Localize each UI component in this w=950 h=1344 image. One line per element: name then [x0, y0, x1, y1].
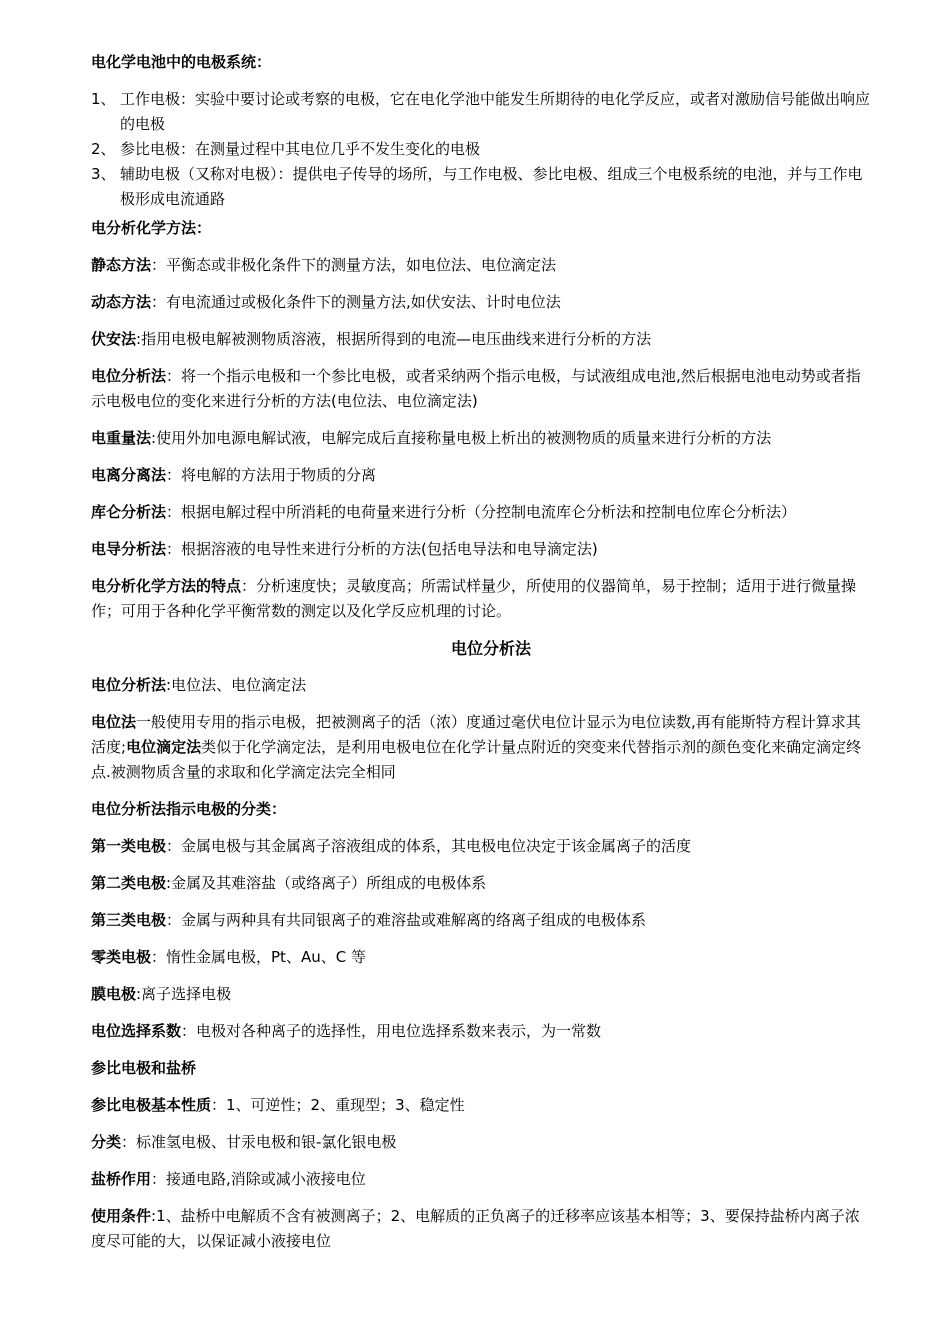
definition: 一般使用专用的指示电极，把被测离子的活（浓）度通过毫伏电位计显示为电位读数,再有能斯特方程计算求其活度; [91, 713, 861, 756]
term: 第一类电极 [91, 837, 167, 855]
definition: ：电极对各种离子的选择性，用电位选择系数来表示，为一常数 [181, 1022, 602, 1040]
definition: ：将电解的方法用于物质的分离 [166, 466, 377, 484]
paragraph-static-method [91, 253, 871, 278]
paragraph-method-features [91, 574, 871, 624]
definition: ：金属与两种具有共同银离子的难溶盐或难解离的络离子组成的电极体系 [166, 911, 647, 929]
paragraph-potentiometry [91, 364, 871, 414]
paragraph-potentiometry-detail [91, 710, 871, 785]
list-item-text: 工作电极：实验中要讨论或考察的电极，它在电化学池中能发生所期待的电化学反应，或者对激励信号能做出响应的电极 [120, 90, 871, 133]
section-heading-methods: 电分析化学方法： [91, 219, 212, 237]
list-item [91, 87, 871, 137]
list-item [91, 162, 871, 212]
paragraph-first-kind [91, 834, 871, 859]
term: 电离分离法 [91, 466, 167, 484]
definition: ：将一个指示电极和一个参比电极，或者采纳两个指示电极，与试液组成电池,然后根据电池电动势或者指示电极电位的变化来进行分析的方法(电位法、电位滴定法) [91, 367, 861, 410]
term: 电重量法 [91, 429, 152, 447]
term: 电位分析法 [91, 676, 167, 694]
paragraph-reference-properties [91, 1093, 871, 1118]
list-number: 3、 [91, 165, 116, 183]
section-heading-electrode-system: 电化学电池中的电极系统： [91, 53, 272, 71]
term: 静态方法 [91, 256, 152, 274]
list-item-text: 参比电极：在测量过程中其电位几乎不发生变化的电极 [120, 140, 481, 158]
definition: ：接通电路,消除或减小液接电位 [151, 1170, 366, 1188]
definition: ：标准氢电极、甘汞电极和银-氯化银电极 [121, 1133, 397, 1151]
term: 动态方法 [91, 293, 152, 311]
term: 零类电极 [91, 948, 152, 966]
definition: ：惰性金属电极，Pt、Au、C 等 [151, 948, 366, 966]
term: 伏安法 [91, 330, 137, 348]
list-number: 2、 [91, 140, 116, 158]
definition: ：分析速度快；灵敏度高；所需试样量少，所使用的仪器简单，易于控制；适用于进行微量操作；可用于各种化学平衡常数的测定以及化学反应机理的讨论。 [91, 577, 857, 620]
term: 电位选择系数 [91, 1022, 182, 1040]
paragraph-membrane-electrode [91, 982, 871, 1007]
definition: ：根据溶液的电导性来进行分析的方法(包括电导法和电导滴定法) [166, 540, 598, 558]
definition: ：1、可逆性；2、重现型；3、稳定性 [211, 1096, 465, 1114]
paragraph-coulometry [91, 500, 871, 525]
term: 电分析化学方法的特点 [91, 577, 242, 595]
list-number: 1、 [91, 90, 116, 108]
term: 电位分析法 [91, 367, 167, 385]
paragraph-potentiometry-types [91, 673, 871, 698]
paragraph-third-kind [91, 908, 871, 933]
definition: :1、盐桥中电解质不含有被测离子；2、电解质的正负离子的迁移率应该基本相等；3、要保持盐桥内离子浓度尽可能的大，以保证减小液接电位 [91, 1207, 860, 1250]
definition: ：金属电极与其金属离子溶液组成的体系，其电极电位决定于该金属离子的活度 [166, 837, 692, 855]
subheading-indicator-electrodes: 电位分析法指示电极的分类： [91, 800, 287, 818]
paragraph-classification [91, 1130, 871, 1155]
definition: ：平衡态或非极化条件下的测量方法，如电位法、电位滴定法 [151, 256, 557, 274]
definition: :离子选择电极 [136, 985, 232, 1003]
term: 电导分析法 [91, 540, 167, 558]
term: 分类 [91, 1133, 122, 1151]
paragraph-conductometry [91, 537, 871, 562]
term: 电位法 [91, 713, 137, 731]
definition: ：根据电解过程中所消耗的电荷量来进行分析（分控制电流库仑分析法和控制电位库仑分析法） [166, 503, 797, 521]
paragraph-electro-separation [91, 463, 871, 488]
term: 第三类电极 [91, 911, 167, 929]
term: 电位滴定法 [126, 738, 202, 756]
term: 膜电极 [91, 985, 137, 1003]
subheading-reference-salt-bridge: 参比电极和盐桥 [91, 1059, 197, 1077]
list-item [91, 137, 871, 162]
section-title-potentiometry: 电位分析法 [450, 639, 531, 658]
list-item-text: 辅助电极（又称对电极）：提供电子传导的场所，与工作电极、参比电极、组成三个电极系统的电池，并与工作电极形成电流通路 [120, 165, 863, 208]
paragraph-usage-conditions [91, 1204, 871, 1254]
definition: 类似于化学滴定法，是利用电极电位在化学计量点附近的突变来代替指示剂的颜色变化来确定滴定终点.被测物质含量的求取和化学滴定法完全相同 [91, 738, 862, 781]
term: 库仑分析法 [91, 503, 167, 521]
definition: ：有电流通过或极化条件下的测量方法,如伏安法、计时电位法 [151, 293, 561, 311]
definition: :使用外加电源电解试液，电解完成后直接称量电极上析出的被测物质的质量来进行分析的方法 [151, 429, 772, 447]
paragraph-zero-kind [91, 945, 871, 970]
paragraph-voltammetry [91, 327, 871, 352]
paragraph-electrogravimetry [91, 426, 871, 451]
paragraph-second-kind [91, 871, 871, 896]
definition: :指用电极电解被测物质溶液，根据所得到的电流—电压曲线来进行分析的方法 [136, 330, 652, 348]
term: 第二类电极 [91, 874, 167, 892]
paragraph-selectivity-coefficient [91, 1019, 871, 1044]
paragraph-salt-bridge-function [91, 1167, 871, 1192]
document-page [91, 50, 871, 1254]
term: 使用条件 [91, 1207, 152, 1225]
term: 盐桥作用 [91, 1170, 152, 1188]
definition: :金属及其难溶盐（或络离子）所组成的电极体系 [166, 874, 487, 892]
term: 参比电极基本性质 [91, 1096, 212, 1114]
paragraph-dynamic-method [91, 290, 871, 315]
definition: :电位法、电位滴定法 [166, 676, 307, 694]
